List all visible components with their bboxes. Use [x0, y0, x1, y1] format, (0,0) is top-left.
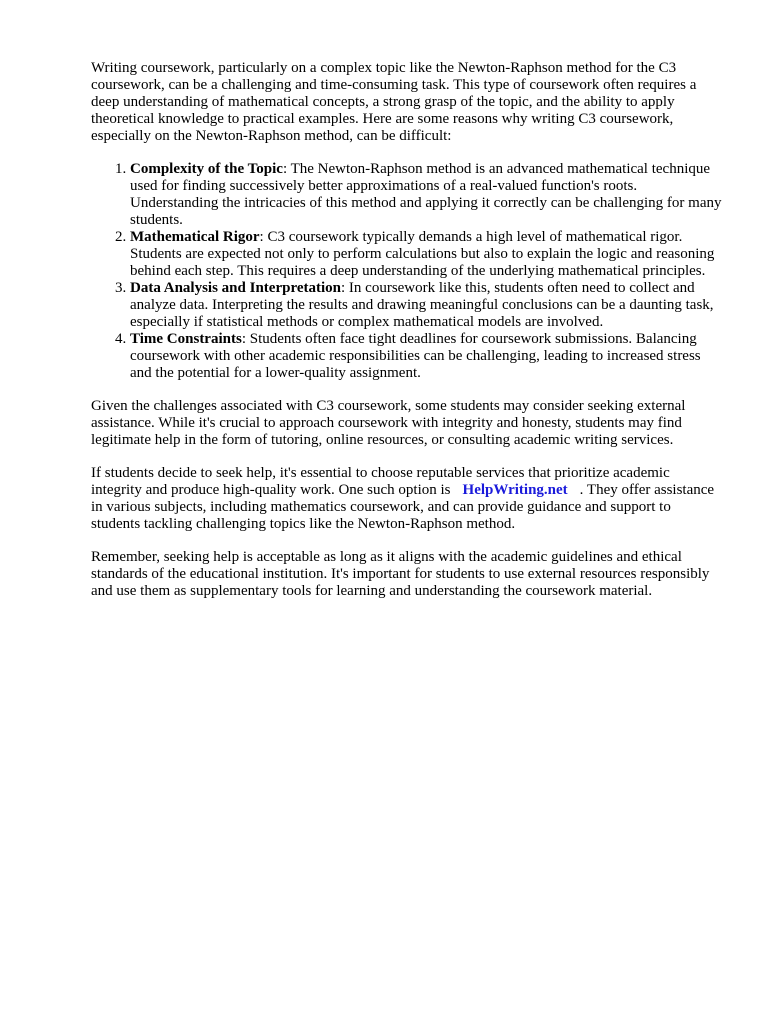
- reason-term: Data Analysis and Interpretation: [130, 280, 341, 296]
- reason-text: : C3 coursework typically demands a high level of mathematical rigor. Students are expected not only to perform calculations but also to explain the logic and reasoning behind each step. This requires a deep understanding of the underlying mathematical principles.: [130, 229, 715, 279]
- reason-text: : In coursework like this, students often need to collect and analyze data. Interpreting the results and drawing meaningful conclusions can be a daunting task, especially if statistical methods or complex mathematical models are involved.: [130, 280, 714, 330]
- reason-text: : Students often face tight deadlines for coursework submissions. Balancing coursework with other academic responsibilities can be challenging, leading to increased stress and the potential for a lower-quality assignment.: [130, 331, 701, 381]
- reason-term: Complexity of the Topic: [130, 161, 283, 177]
- list-item: [130, 280, 723, 331]
- help-paragraph: [91, 465, 723, 533]
- reason-text: : The Newton-Raphson method is an advanced mathematical technique used for finding successively better approximations of a real-valued function's roots. Understanding the intricacies of this method and applying it correctly can be challenging for many students.: [130, 161, 722, 228]
- remember-paragraph: Remember, seeking help is acceptable as long as it aligns with the academic guidelines and ethical standards of the educational institution. It's important for students to use external resources responsibly and use them as supplementary tools for learning and understanding the coursework material.: [91, 549, 710, 599]
- list-item: [130, 161, 723, 229]
- list-item: [130, 229, 723, 280]
- reasons-list: [91, 161, 723, 382]
- reason-term: Time Constraints: [130, 331, 242, 347]
- help-text-before: If students decide to seek help, it's essential to choose reputable services that prioritize academic integrity and produce high-quality work. One such option is: [91, 465, 670, 498]
- document-page: [91, 60, 723, 616]
- challenges-paragraph: Given the challenges associated with C3 coursework, some students may consider seeking external assistance. While it's crucial to approach coursework with integrity and honesty, students may find legitimate help in the form of tutoring, online resources, or consulting academic writing services.: [91, 398, 686, 448]
- reason-term: Mathematical Rigor: [130, 229, 260, 245]
- help-text-after: . They offer assistance in various subjects, including mathematics coursework, and can provide guidance and support to students tackling challenging topics like the Newton-Raphson method.: [91, 482, 715, 532]
- intro-paragraph: Writing coursework, particularly on a complex topic like the Newton-Raphson method for the C3 coursework, can be a challenging and time-consuming task. This type of coursework often requires a deep understanding of mathematical concepts, a strong grasp of the topic, and the ability to apply theoretical knowledge to practical examples. Here are some reasons why writing C3 coursework, especially on the Newton-Raphson method, can be difficult:: [91, 60, 697, 144]
- list-item: [130, 331, 723, 382]
- helpwriting-link[interactable]: HelpWriting.net: [462, 482, 568, 498]
